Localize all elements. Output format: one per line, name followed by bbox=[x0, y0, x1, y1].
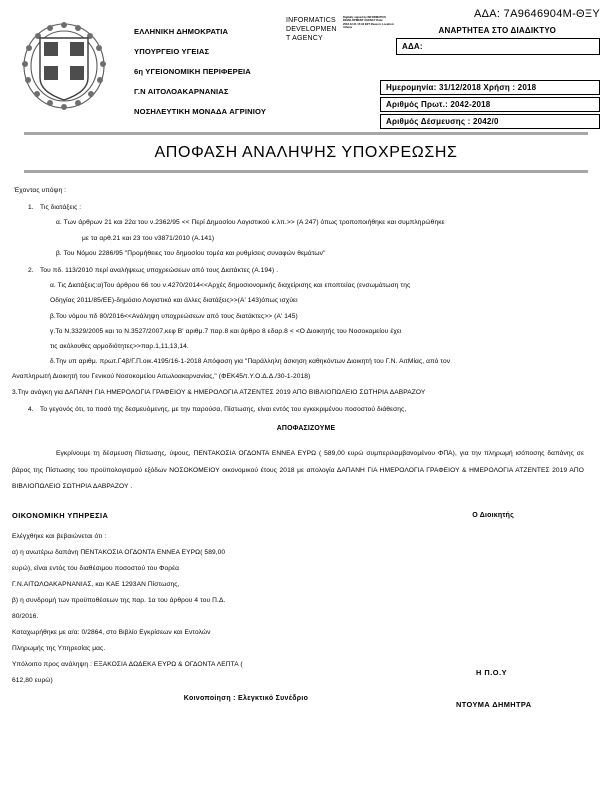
finance-line-a1: α) η ανωτέρω δαπάνη ΠΕΝΤΑΚΟΣΙΑ ΟΓΔΟΝΤΑ ΕΝΝΕΑ ΕΥΡΩ( 589,00 bbox=[12, 548, 226, 556]
finance-balance-line2: 612,80 ευρώ) bbox=[12, 676, 53, 684]
signature-agency-line3: T AGENCY bbox=[286, 35, 323, 42]
notification-line: Κοινοποίηση : Ελεγκτικό Συνέδριο bbox=[183, 694, 309, 702]
org-line-ministry: ΥΠΟΥΡΓΕΙΟ ΥΓΕΙΑΣ bbox=[134, 47, 210, 56]
hellenic-republic-coat-of-arms-icon bbox=[18, 16, 110, 116]
list-item-4-text: Το γεγονός ότι, το ποσό της δεσμευόμενης, με την παρούσα, Πίστωσης, είναι εντός του εγκεκριμένου ποσοστού διάθεσης, bbox=[40, 405, 407, 413]
ada-number: ΑΔΑ: 7Α9646904Μ-ΘΞΥ bbox=[474, 8, 600, 20]
list-item-2-number: 2. bbox=[28, 267, 34, 275]
hpoy-label: Η Π.Ο.Υ bbox=[476, 668, 508, 677]
signature-agency-name bbox=[286, 16, 340, 43]
document-body bbox=[0, 173, 612, 706]
list-item-4 bbox=[12, 402, 600, 417]
protocol-number-box: Αριθμός Πρωτ.: 2042-2018 bbox=[380, 97, 600, 112]
list-item-2d-line2: Αναπληρωτή Διοικητή του Γενικού Νοσοκομείου Αιτωλοακαρνανίας," (ΦΕΚ45/τ.Υ.Ο.Δ.Δ./30-1-2018) bbox=[12, 373, 311, 381]
list-item-1b: β. Του Νόμου 2286/95 "Προμήθειες του δημοσίου τομέα και ρυθμίσεις συναφών θεμάτων" bbox=[56, 249, 326, 257]
list-item-2c-line1: γ.Το Ν.3329/2005 και το Ν.3527/2007,κεφ Β' αριθμ.7 παρ.8 και άρθρο 8 εδαρ.8 < <Ο Διοικητής του Νοσοκομείου έχει bbox=[50, 327, 402, 335]
digital-signature-stamp bbox=[286, 16, 398, 43]
list-item-2c-line2: τις ακόλουθες αρμοδιότητες>>παρ.1,11,13,14. bbox=[50, 343, 189, 351]
signature-detail-text: Digitally signed by INFORMATICS DEVELOPMENT AGENCY Date: 2018.12.31 15:33 EET Reason: Location: Athens bbox=[343, 16, 395, 30]
org-line-region: 6η ΥΓΕΙΟΝΟΜΙΚΗ ΠΕΡΙΦΕΡΕΙΑ bbox=[134, 67, 251, 76]
list-item-2-text: Του πδ. 113/2010 περί αναλήψεως υποχρεώσεων από τους Διατάκτες (Α.194) . bbox=[40, 267, 279, 275]
list-item-2b: β.Του νόμου πδ 80/2016<<Ανάληψη υποχρεώσεων από τους διατάκτες>> (Α' 145) bbox=[50, 312, 298, 320]
finance-line-b2: 80/2016. bbox=[12, 612, 39, 620]
anartitea-label: ΑΝΑΡΤΗΤΕΑ ΣΤΟ ΔΙΑΔΙΚΤΥΟ bbox=[438, 26, 556, 35]
finance-balance-line1: Υπόλοιπο προς ανάληψη : ΕΞΑΚΟΣΙΑ ΔΩΔΕΚΑ ΕΥΡΩ & ΟΓΔΟΝΤΑ ΛΕΠΤΑ ( bbox=[12, 660, 243, 668]
list-item-1a-line1: α. Των άρθρων 21 και 22α του ν.2362/95 << Περί Δημοσίου Λογιστικού κ.λπ.>> (Α 247) όπως τροποποιήθηκε και συμπληρώθηκε bbox=[56, 219, 445, 227]
finance-line-a3: Γ.Ν.ΑΙΤΩΛΟΑΚΑΡΝΑΝΙΑΣ, και ΚΑΕ 1293ΑΝ Πίστωσης, bbox=[12, 580, 180, 588]
decision-heading: ΑΠΟΦΑΣΙΖΟΥΜΕ bbox=[276, 425, 336, 433]
commitment-number-box: Αριθμός Δέσμευσης : 2042/0 bbox=[380, 114, 600, 129]
finance-section-title: ΟΙΚΟΝΟΜΙΚΗ ΥΠΗΡΕΣΙΑ bbox=[12, 510, 109, 520]
document-header bbox=[0, 0, 612, 128]
director-title: Ο Διοικητής bbox=[472, 511, 514, 519]
page-title: ΑΠΟΦΑΣΗ ΑΝΑΛΗΨΗΣ ΥΠΟΧΡΕΩΣΗΣ bbox=[154, 144, 458, 161]
list-item-2a-line2: Οδηγίας 2011/85/ΕΕ)-δημόσιο Λογιστικό και άλλες διατάξεις>>(Α' 143)όπως ισχύει bbox=[50, 297, 298, 305]
signer-name: ΝΤΟΥΜΑ ΔΗΜΗΤΡΑ bbox=[456, 700, 532, 709]
organization-block bbox=[134, 22, 294, 122]
finance-line-b1: β) η συνδρομή των προϋποθέσεων της παρ. 1α του άρθρου 4 του Π.Δ. bbox=[12, 596, 226, 604]
org-line-republic: ΕΛΛΗΝΙΚΗ ΔΗΜΟΚΡΑΤΙΑ bbox=[134, 27, 229, 36]
finance-registered-line1: Καταχωρήθηκε με α/α: 0/2864, στο Βιβλίο Εγκρίσεων και Εντολών bbox=[12, 628, 211, 636]
list-item-3: 3.Την ανάγκη για ΔΑΠΑΝΗ ΓΙΑ ΗΜΕΡΟΛΟΓΙΑ ΓΡΑΦΕΙΟΥ & ΗΜΕΡΟΛΟΓΙΑ ΑΤΖΕΝΤΕΣ 2019 ΑΠΟ ΒΙΒΛΙΟΠΩΛΕΙΟ ΣΩΤΗΡΙΑ ΔΑΒΡΑΖΟΥ bbox=[12, 388, 426, 396]
org-line-unit: ΝΟΣΗΛΕΥΤΙΚΗ ΜΟΝΑΔΑ ΑΓΡΙΝΙΟΥ bbox=[134, 107, 267, 116]
list-item-1a-line2: με τα αρθ.21 και 23 του ν3871/2010 (Α.141) bbox=[82, 234, 215, 242]
intro-line: Έχοντας υπόψη : bbox=[14, 187, 67, 194]
finance-line-a2: ευρώ), είναι εντός του διαθέσιμου ποσοστού του Φορέα bbox=[12, 564, 180, 572]
finance-header-row bbox=[12, 508, 600, 523]
list-item-2 bbox=[12, 263, 600, 278]
finance-details bbox=[12, 529, 312, 689]
list-item-1-text: Τις διατάξεις : bbox=[40, 204, 82, 212]
list-item-4-number: 4. bbox=[28, 405, 34, 413]
list-item-1-number: 1. bbox=[28, 204, 34, 212]
org-line-hospital: Γ.Ν ΑΙΤΟΛΟΑΚΑΡΝΑΝΙΑΣ bbox=[134, 87, 229, 96]
ada-field-box: ΑΔΑ: bbox=[396, 38, 600, 55]
list-item-2a-line1: α. Τις Διατάξεις:α)Του άρθρου 66 του ν.4270/2014<<Αρχές δημοσιονομικής διαχείρισης και εποπτείας (ενσωμάτωση της bbox=[50, 282, 411, 290]
date-box: Ημερομηνία: 31/12/2018 Χρήση : 2018 bbox=[380, 80, 600, 95]
list-item-1 bbox=[12, 200, 600, 215]
finance-registered-line2: Πληρωμής της Υπηρεσίας μας. bbox=[12, 644, 106, 652]
finance-checked-line: Ελέγχθηκε και βεβαιώνεται ότι : bbox=[12, 532, 107, 540]
decision-paragraph: Εγκρίνουμε τη δέσμευση Πίστωσης, ύψους, ΠΕΝΤΑΚΟΣΙΑ ΟΓΔΟΝΤΑ ΕΝΝΕΑ ΕΥΡΩ ( 589,00 ευρώ συμπεριλαμβανομένου ΦΠΑ), για την πληρωμή ισόποσης δαπάνης σε βάρος της Πίστωσης του προϋπολογισμού εξόδων ΝΟΣΟΚΟΜΕΙΟΥ οικονομικού έτους 2018 με απολογία ΔΑΠΑΝΗ ΓΙΑ ΗΜΕΡΟΛΟΓΙΑ ΓΡΑΦΕΙΟΥ & ΗΜΕΡΟΛΟΓΙΑ ΑΤΖΕΝΤΕΣ 2019 ΑΠΟ ΒΙΒΛΙΟΠΩΛΕΙΟ ΣΩΤΗΡΙΑ ΔΑΒΡΑΖΟΥ . bbox=[12, 450, 584, 491]
signature-agency-line1: INFORMATICS bbox=[286, 17, 336, 24]
list-item-2d-line1: δ.Την υπ αριθμ. πρωτ.Γ4β/Γ.Π.οικ.4195/16-1-2018 Απόφαση για "Παράλληλη άσκηση καθηκόντων Διοικητή του Γ.Ν. ΑιτΜίας, από τον bbox=[50, 358, 451, 366]
signature-agency-line2: DEVELOPMEN bbox=[286, 26, 337, 33]
